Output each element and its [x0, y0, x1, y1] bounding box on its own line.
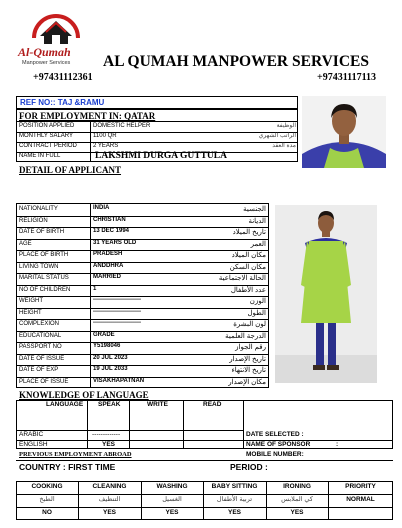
phone-right: +97431117113 [317, 72, 377, 83]
applicant-arabic: مكان الميلاد [231, 252, 266, 259]
applicant-value: CHRISTIAN [93, 216, 126, 223]
lang-arabic-speak: ------------- [92, 431, 121, 438]
lang-header-write: WRITE [147, 401, 168, 408]
applicant-value: ------------------------ [93, 320, 141, 326]
lang-arabic: ARABIC [19, 431, 44, 438]
applicant-arabic: تاريخ الميلاد [232, 229, 266, 236]
applicant-value: INDIA [93, 205, 110, 211]
previous-employment-title: PREVIOUS EMPLOYMENT ABROAD [19, 451, 132, 458]
applicant-label: RELIGION [19, 217, 48, 224]
applicant-arabic: الدرجة العلمية [225, 332, 266, 340]
applicant-arabic: الحالة الاجتماعية [218, 275, 266, 282]
applicant-label: MARITAL STATUS [19, 275, 69, 281]
language-title: KNOWLEDGE OF LANGUAGE [19, 390, 149, 400]
applicant-label: AGE [19, 240, 32, 247]
applicant-label: LIVING TOWN [19, 263, 59, 270]
logo-tagline: Manpower Services [22, 60, 71, 66]
applicant-arabic: العمر [250, 240, 266, 248]
applicant-value: ANDDHRA [93, 262, 124, 269]
skill-value: YES [290, 509, 304, 516]
applicant-value: 1 [93, 285, 97, 292]
employment-value: 1100 QR [93, 133, 117, 139]
applicant-label: PLACE OF ISSUE [19, 378, 69, 385]
full-length-photo [275, 205, 377, 383]
employment-label: CONTRACT PERIOD [19, 143, 77, 149]
skill-header: COOKING [31, 483, 63, 490]
employment-label: NAME IN FULL [19, 153, 61, 159]
skill-value: YES [102, 509, 116, 516]
company-logo [18, 4, 90, 68]
employment-arabic: الراتب الشهري [258, 133, 296, 139]
applicant-arabic: تاريخ الإصدار [229, 355, 266, 363]
employment-value: LAKSHMI DURGA GUTTULA [95, 151, 227, 161]
applicant-label: WEIGHT [19, 298, 43, 304]
phone-left: +97431112361 [33, 72, 93, 83]
applicant-label: DATE OF EXP [19, 367, 59, 373]
applicant-label: HEIGHT [19, 309, 42, 316]
employment-value: DOMESTIC HELPER [93, 123, 151, 129]
applicant-label: NO OF CHILDREN [19, 286, 71, 293]
employment-arabic: مدة العقد [272, 143, 296, 149]
applicant-value: VISAKHAPATNAN [93, 377, 145, 384]
applicant-label: DATE OF ISSUE [19, 355, 65, 362]
applicant-arabic: الوزن [249, 298, 266, 305]
applicant-title: DETAIL OF APPLICANT [19, 165, 122, 175]
applicant-value: PRADESH [93, 251, 123, 257]
applicant-value: 19 JUL 2033 [93, 366, 128, 372]
ref-box [16, 96, 298, 109]
skill-header: WASHING [156, 483, 188, 490]
applicant-value: 13 DEC 1994 [93, 228, 130, 234]
lang-english: ENGLISH [19, 441, 48, 448]
sponsor-colon: : [336, 441, 339, 448]
employment-title: FOR EMPLOYMENT IN: QATAR [19, 111, 156, 121]
logo-brand: Al-Qumah [18, 45, 71, 59]
employment-label: POSITION APPLIED [19, 123, 75, 129]
lang-header-read: READ [203, 401, 222, 408]
skill-arabic: الغسيل [162, 496, 182, 503]
mobile-number: MOBILE NUMBER: [246, 451, 304, 458]
applicant-value: 20 JUL 2023 [93, 354, 128, 361]
employment-label: MONTHLY SALARY [19, 133, 74, 139]
applicant-arabic: مكان الإصدار [228, 378, 266, 386]
date-selected: DATE SELECTED : [246, 431, 304, 438]
applicant-label: PLACE OF BIRTH [19, 252, 69, 258]
employment-arabic: الوظيفة [276, 123, 296, 129]
skill-header: IRONING [283, 483, 311, 490]
ref-number: REF NO:: TAJ &RAMU [20, 98, 105, 107]
applicant-label: DATE OF BIRTH [19, 229, 65, 235]
skill-value: YES [227, 509, 241, 516]
applicant-value: ------------------------ [93, 297, 141, 303]
applicant-arabic: تاريخ الانتهاء [231, 367, 266, 374]
applicant-arabic: مكان السكن [229, 263, 266, 271]
applicant-label: PASSPORT NO [19, 344, 62, 350]
skill-arabic: التنظيف [98, 496, 121, 503]
applicant-label: COMPLEXION [19, 321, 60, 327]
applicant-label: NATIONALITY [19, 206, 58, 212]
skill-arabic: تربية الأطفال [216, 496, 253, 503]
skill-header: CLEANING [92, 483, 127, 490]
priority-value: NORMAL [346, 496, 375, 503]
applicant-label: EDUCATIONAL [19, 332, 62, 339]
applicant-value: Y5198046 [93, 343, 121, 349]
skill-value: NO [42, 509, 52, 516]
applicant-arabic: لون البشرة [233, 321, 266, 328]
period-field: PERIOD : [230, 462, 268, 472]
company-name: AL QUMAH MANPOWER SERVICES [103, 53, 369, 70]
skill-value: YES [165, 509, 179, 516]
lang-header-language: LANGUAGE [46, 401, 84, 408]
applicant-arabic: الجنسية [243, 206, 266, 213]
applicant-arabic: رقم الجواز [235, 344, 266, 351]
applicant-arabic: الديانة [248, 217, 266, 225]
sponsor-name: NAME OF SPONSOR [246, 441, 311, 448]
country-field: COUNTRY : FIRST TIME [19, 462, 116, 472]
applicant-value: 31 YEARS OLD [93, 239, 137, 246]
applicant-value: MARRIED [93, 274, 121, 280]
applicant-value: ------------------------ [93, 308, 141, 315]
applicant-arabic: عدد الأطفال [230, 286, 266, 294]
passport-photo [302, 96, 386, 168]
applicant-value: GRADE [93, 331, 115, 338]
skill-arabic: الطبخ [39, 496, 55, 503]
skill-header: PRIORITY [345, 483, 376, 490]
skill-arabic: كي الملابس [281, 496, 313, 503]
skill-header: BABY SITTING [211, 483, 258, 490]
applicant-arabic: الطول [247, 309, 266, 317]
lang-english-speak: YES [102, 441, 116, 448]
lang-header-speak: SPEAK [98, 401, 121, 408]
employment-value: 2 YEARS [93, 143, 119, 149]
